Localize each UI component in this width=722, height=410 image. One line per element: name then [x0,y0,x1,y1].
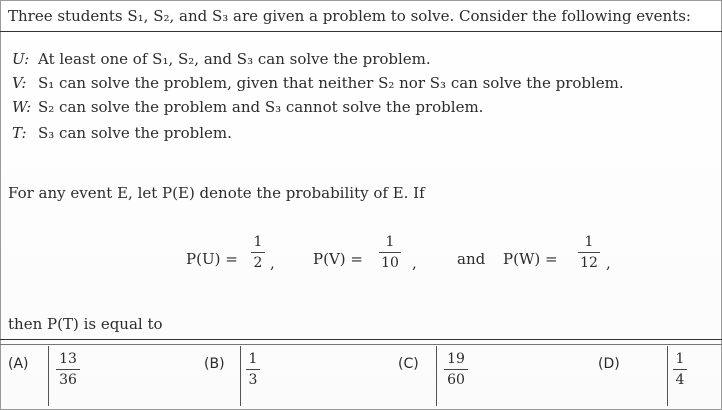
pw-fraction-bar [578,252,600,253]
option-b-bar [246,369,260,370]
event-w-tag: W: [12,98,32,116]
options-upper-rule [0,344,722,345]
option-d-numerator: 1 [675,351,685,367]
pv-fraction [379,234,401,271]
pw-comma: , [606,254,611,272]
intro-text: Three students S₁, S₂, and S₃ are given a problem to solve. Consider the following events: [8,7,691,25]
option-a-label: (A) [8,356,29,372]
option-c-denominator: 60 [447,372,465,388]
option-c-numerator: 19 [447,351,465,367]
event-v-text: S₁ can solve the problem, given that neither S₂ nor S₃ can solve the problem. [38,74,624,92]
intro-divider [0,31,722,32]
option-a-denominator: 36 [59,372,77,388]
and-word: and [457,250,486,268]
option-b-label: (B) [204,356,225,372]
option-a-bar [56,369,80,370]
event-u-tag: U: [12,50,30,68]
pu-denominator: 2 [253,255,263,271]
pu-comma: , [270,254,275,272]
option-a-numerator: 13 [59,351,77,367]
pv-comma: , [412,254,417,272]
question-text: then P(T) is equal to [8,315,163,333]
option-d-separator [667,346,668,406]
pw-label: P(W) = [503,250,558,268]
event-t-tag: T: [12,124,27,142]
option-a-fraction[interactable] [56,351,80,388]
event-w-text: S₂ can solve the problem and S₃ cannot solve the problem. [38,98,484,116]
pv-denominator: 10 [381,255,399,271]
event-t-text: S₃ can solve the problem. [38,124,232,142]
option-c-separator [436,346,437,406]
event-v-tag: V: [12,74,27,92]
pw-numerator: 1 [584,234,594,250]
option-d-denominator: 4 [675,372,685,388]
option-c-fraction[interactable] [444,351,468,388]
option-b-numerator: 1 [248,351,258,367]
option-d-bar [673,369,687,370]
option-b-fraction[interactable] [246,351,260,388]
pv-label: P(V) = [313,250,363,268]
condition-text: For any event E, let P(E) denote the probability of E. If [8,184,425,202]
event-u-text: At least one of S₁, S₂, and S₃ can solve the problem. [38,50,431,68]
pu-numerator: 1 [253,234,263,250]
option-d-fraction[interactable] [673,351,687,388]
option-a-separator [48,346,49,406]
pv-numerator: 1 [385,234,395,250]
option-c-label: (C) [398,356,419,372]
option-c-bar [444,369,468,370]
options-top-rule [0,339,722,340]
pu-label: P(U) = [186,250,238,268]
pw-fraction [578,234,600,271]
option-d-label: (D) [598,356,620,372]
pu-fraction-bar [251,252,265,253]
option-b-separator [240,346,241,406]
pu-fraction [251,234,265,271]
option-b-denominator: 3 [248,372,258,388]
pw-denominator: 12 [580,255,598,271]
pv-fraction-bar [379,252,401,253]
